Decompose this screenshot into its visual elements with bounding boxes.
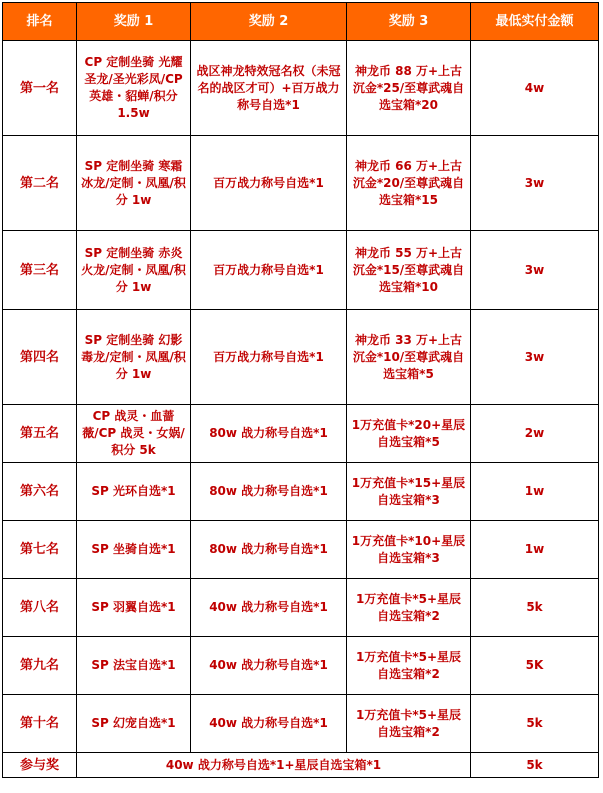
reward3-cell: 神龙币 66 万+上古沉金*20/至尊武魂自选宝箱*15 — [347, 136, 471, 231]
header-min-payment: 最低实付金额 — [471, 3, 599, 41]
reward1-cell: CP 战灵・血蔷薇/CP 战灵・女娲/ 积分 5k — [77, 405, 191, 463]
reward1-cell: SP 幻宠自选*1 — [77, 695, 191, 753]
reward3-cell: 1万充值卡*5+星辰自选宝箱*2 — [347, 695, 471, 753]
reward2-cell: 战区神龙特效冠名权（未冠名的战区才可）+百万战力称号自选*1 — [191, 41, 347, 136]
reward1-cell: SP 羽翼自选*1 — [77, 579, 191, 637]
header-reward-3: 奖励 3 — [347, 3, 471, 41]
table-row — [3, 231, 599, 310]
reward3-cell: 1万充值卡*15+星辰自选宝箱*3 — [347, 463, 471, 521]
reward1-cell: SP 定制坐骑 幻影毒龙/定制・凤凰/积分 1w — [77, 310, 191, 405]
header-rank: 排名 — [3, 3, 77, 41]
reward3-cell: 1万充值卡*20+星辰自选宝箱*5 — [347, 405, 471, 463]
reward1-cell: SP 定制坐骑 赤炎火龙/定制・凤凰/积分 1w — [77, 231, 191, 310]
participation-amount-cell: 5k — [471, 753, 599, 778]
reward2-cell: 80w 战力称号自选*1 — [191, 521, 347, 579]
rank-cell: 第五名 — [3, 405, 77, 463]
rank-cell: 第四名 — [3, 310, 77, 405]
reward1-cell: SP 法宝自选*1 — [77, 637, 191, 695]
reward2-cell: 百万战力称号自选*1 — [191, 310, 347, 405]
reward2-cell: 40w 战力称号自选*1 — [191, 695, 347, 753]
reward1-cell: SP 光环自选*1 — [77, 463, 191, 521]
amount-cell: 3w — [471, 310, 599, 405]
amount-cell: 5K — [471, 637, 599, 695]
reward2-cell: 百万战力称号自选*1 — [191, 231, 347, 310]
reward3-cell: 1万充值卡*5+星辰自选宝箱*2 — [347, 579, 471, 637]
reward3-cell: 1万充值卡*10+星辰自选宝箱*3 — [347, 521, 471, 579]
amount-cell: 3w — [471, 231, 599, 310]
reward3-cell: 神龙币 88 万+上古沉金*25/至尊武魂自选宝箱*20 — [347, 41, 471, 136]
reward2-cell: 40w 战力称号自选*1 — [191, 579, 347, 637]
reward2-cell: 80w 战力称号自选*1 — [191, 405, 347, 463]
rank-cell: 第十名 — [3, 695, 77, 753]
amount-cell: 3w — [471, 136, 599, 231]
table-row — [3, 405, 599, 463]
amount-cell: 5k — [471, 579, 599, 637]
reward3-cell: 神龙币 55 万+上古沉金*15/至尊武魂自选宝箱*10 — [347, 231, 471, 310]
rank-cell: 第三名 — [3, 231, 77, 310]
amount-cell: 2w — [471, 405, 599, 463]
reward2-cell: 百万战力称号自选*1 — [191, 136, 347, 231]
header-reward-2: 奖励 2 — [191, 3, 347, 41]
amount-cell: 1w — [471, 521, 599, 579]
header-row — [3, 3, 599, 41]
amount-cell: 4w — [471, 41, 599, 136]
participation-reward-cell: 40w 战力称号自选*1+星辰自选宝箱*1 — [77, 753, 471, 778]
amount-cell: 5k — [471, 695, 599, 753]
rank-cell: 第一名 — [3, 41, 77, 136]
rank-cell: 第九名 — [3, 637, 77, 695]
table-row — [3, 41, 599, 136]
rank-cell: 第二名 — [3, 136, 77, 231]
table-row — [3, 463, 599, 521]
table-row — [3, 310, 599, 405]
participation-rank-cell: 参与奖 — [3, 753, 77, 778]
table-row — [3, 136, 599, 231]
table-row — [3, 695, 599, 753]
reward1-cell: SP 定制坐骑 寒霜冰龙/定制・凤凰/积分 1w — [77, 136, 191, 231]
reward3-cell: 神龙币 33 万+上古沉金*10/至尊武魂自选宝箱*5 — [347, 310, 471, 405]
table-row — [3, 637, 599, 695]
reward2-cell: 80w 战力称号自选*1 — [191, 463, 347, 521]
rank-cell: 第六名 — [3, 463, 77, 521]
reward3-cell: 1万充值卡*5+星辰自选宝箱*2 — [347, 637, 471, 695]
participation-row — [3, 753, 599, 778]
reward-table — [2, 2, 599, 778]
reward2-cell: 40w 战力称号自选*1 — [191, 637, 347, 695]
header-reward-1: 奖励 1 — [77, 3, 191, 41]
reward1-cell: CP 定制坐骑 光耀圣龙/圣光彩凤/CP 英雄・貂蝉/积分 1.5w — [77, 41, 191, 136]
amount-cell: 1w — [471, 463, 599, 521]
rank-cell: 第八名 — [3, 579, 77, 637]
rank-cell: 第七名 — [3, 521, 77, 579]
table-row — [3, 579, 599, 637]
reward1-cell: SP 坐骑自选*1 — [77, 521, 191, 579]
table-row — [3, 521, 599, 579]
